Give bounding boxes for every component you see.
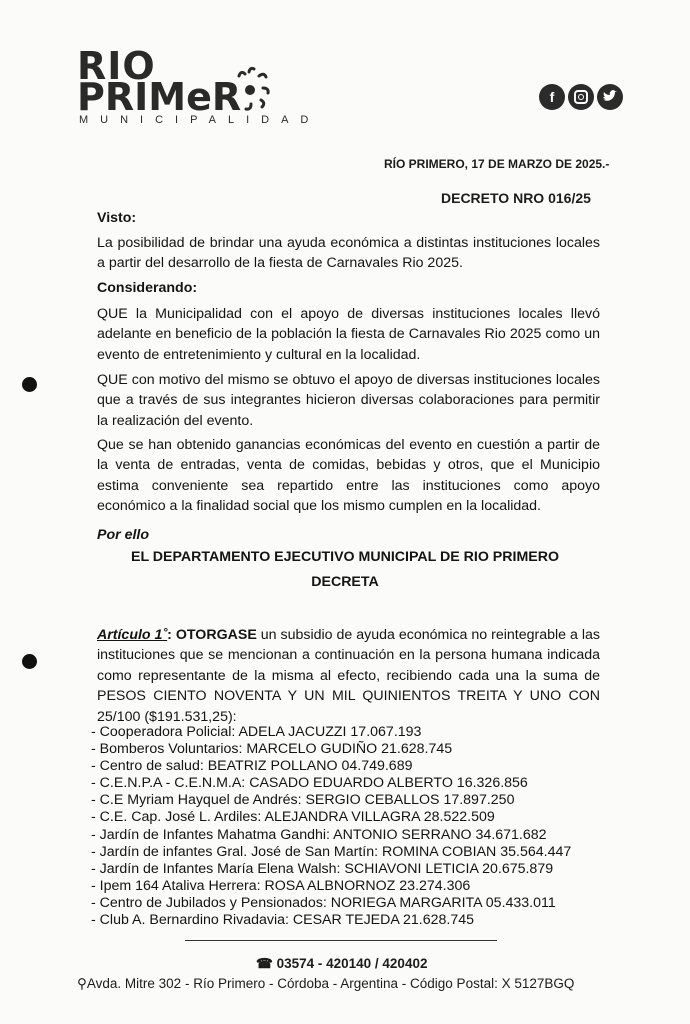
facebook-icon: f: [539, 84, 565, 110]
considerando-paragraph-2: QUE con motivo del mismo se obtuvo el apoyo de diversas instituciones locales que a través de sus integrantes hicieron diversas colaboraciones para permitir la realización del evento.: [97, 372, 600, 429]
list-item: - Jardín de Infantes María Elena Walsh: SCHIAVONI LETICIA 20.675.879: [91, 860, 554, 877]
footer-address: [77, 976, 574, 992]
address-text: Avda. Mitre 302 - Río Primero - Córdoba - Argentina - Código Postal: X 5127BGQ: [86, 976, 575, 991]
sun-icon: [233, 66, 273, 116]
logo-text-rio: RIO: [77, 44, 156, 88]
phone-number: 03574 - 420140 / 420402: [276, 956, 428, 971]
list-item: - Jardín de Infantes Mahatma Gandhi: ANTONIO SERRANO 34.671.682: [91, 826, 547, 843]
punch-hole-decoration: [22, 377, 37, 392]
visto-text: La posibilidad de brindar una ayuda económica a distintas instituciones locales a partir del desarrollo de la fiesta de Carnavales Rio 2025.: [97, 235, 600, 272]
list-item: - C.E. Cap. José L. Ardiles: ALEJANDRA VILLAGRA 28.522.509: [91, 809, 495, 826]
list-item: - Club A. Bernardino Rivadavia: CESAR TEJEDA 21.628.745: [91, 912, 475, 929]
por-ello: Por ello: [97, 527, 150, 543]
logo-subtitle: MUNICIPALIDAD: [79, 114, 321, 126]
beneficiary-list: [91, 724, 571, 929]
list-item: - Ipem 164 Ataliva Herrera: ROSA ALBNORNOZ 23.274.306: [91, 877, 471, 894]
phone-icon: ☎: [256, 956, 277, 971]
list-item: - Jardín de infantes Gral. José de San Martín: ROMINA COBIAN 35.564.447: [91, 843, 572, 860]
list-item: - Cooperadora Policial: ADELA JACUZZI 17.067.193: [91, 724, 422, 740]
considerando-paragraph-3: Que se han obtenido ganancias económicas del evento en cuestión a partir de la venta de entradas, venta de comidas, bebidas y otros, que el Municipio estima conveniente sea repartido entre las instituciones como apoyo económico a la finalidad social que los mismo cumplen en la localidad.: [97, 437, 600, 515]
list-item: - Bomberos Voluntarios: MARCELO GUDIÑO 21.628.745: [91, 741, 453, 758]
twitter-icon: [597, 84, 623, 110]
footer-phone: [256, 956, 427, 972]
articulo-1-label: Artículo 1˚: [97, 627, 168, 643]
decree-number: DECRETO NRO 016/25: [441, 190, 591, 206]
articulo-1-colon: :: [167, 627, 176, 643]
footer-divider: [185, 940, 497, 941]
visto-heading: Visto:: [97, 210, 137, 226]
articulo-1-keyword: OTORGASE: [175, 627, 257, 643]
list-item: - C.E.N.P.A - C.E.N.M.A: CASADO EDUARDO ALBERTO 16.326.856: [91, 775, 528, 792]
location-pin-icon: ⚲: [77, 976, 87, 991]
list-item: - Centro de Jubilados y Pensionados: NORIEGA MARGARITA 05.433.011: [91, 894, 556, 911]
instagram-icon: [568, 84, 594, 110]
decreta-heading: DECRETA: [311, 574, 379, 590]
punch-hole-decoration: [22, 654, 37, 669]
departamento-heading: EL DEPARTAMENTO EJECUTIVO MUNICIPAL DE RIO PRIMERO: [130, 549, 560, 565]
articulo-1-text: un subsidio de ayuda económica no reintegrable a las instituciones que se mencionan a continuación en la persona humana indicada como representante de la misma al efecto, recibiendo cada una la suma de PESOS CIENTO NOVENTA Y UN MIL QUINIENTOS TREITA Y UNO CON 25/100 ($191.531,25):: [97, 627, 601, 725]
list-item: - Centro de salud: BEATRIZ POLLANO 04.749.689: [91, 758, 413, 775]
considerando-paragraph-1: QUE la Municipalidad con el apoyo de diversas instituciones locales llevó adelante en beneficio de la población la fiesta de Carnavales Rio 2025 como un evento de entretenimiento y cultural en la localidad.: [97, 306, 600, 363]
logo-text-primer: PRIMeR: [77, 75, 242, 119]
document-date: RÍO PRIMERO, 17 DE MARZO DE 2025.-: [384, 157, 610, 171]
list-item: - C.E Myriam Hayquel de Andrés: SERGIO CEBALLOS 17.897.250: [91, 792, 515, 809]
considerando-heading: Considerando:: [97, 280, 198, 296]
articulo-1: [97, 625, 600, 727]
